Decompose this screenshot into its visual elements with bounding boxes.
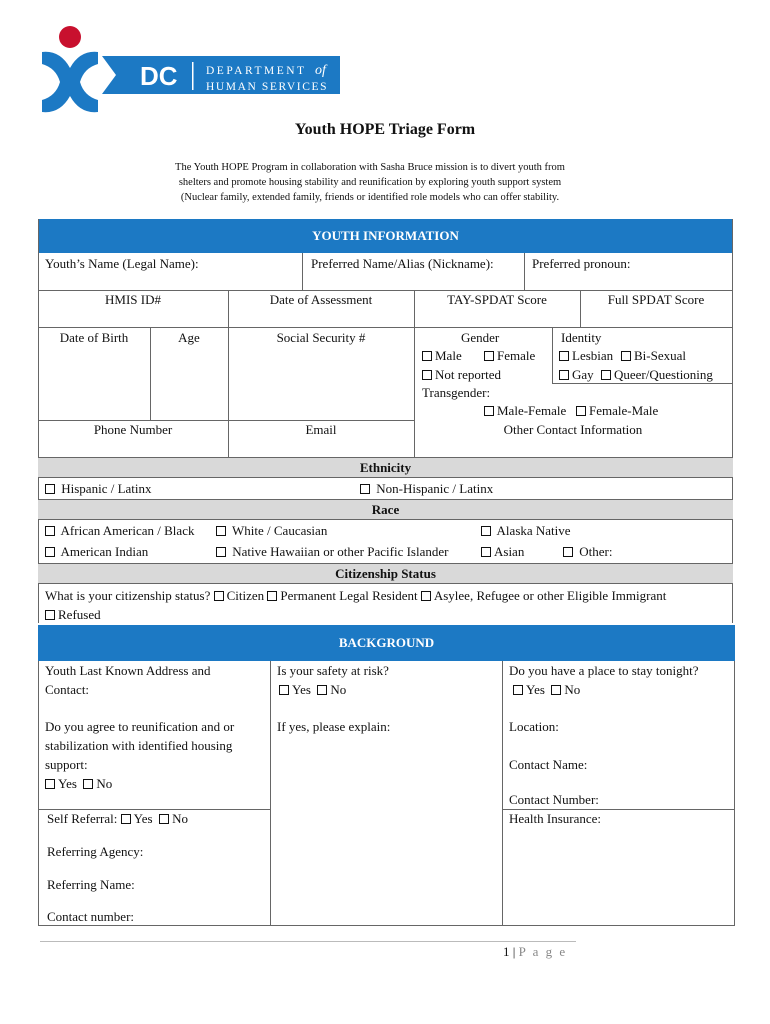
queer-option[interactable]: Queer/Questioning — [601, 367, 713, 383]
page-number: 1 — [503, 944, 510, 959]
asian-option[interactable]: Asian — [481, 544, 524, 560]
other-race-checkbox[interactable] — [563, 547, 573, 557]
page-label: P a g e — [518, 944, 568, 959]
african-american-checkbox[interactable] — [45, 526, 55, 536]
refused-option[interactable]: Refused — [45, 607, 101, 623]
gender-female-option[interactable]: Female — [484, 348, 535, 364]
referring-name-label: Referring Name: — [47, 877, 135, 892]
permanent-resident-checkbox[interactable] — [267, 591, 277, 601]
hispanic-option[interactable]: Hispanic / Latinx — [45, 481, 152, 497]
safety-options: Yes No — [279, 682, 346, 698]
hmis-label: HMIS ID# — [105, 292, 161, 307]
other-contact-label: Other Contact Information — [503, 422, 643, 437]
contact-number-lower-label: Contact number: — [47, 909, 135, 924]
form-title: Youth HOPE Triage Form — [294, 121, 476, 138]
email-label: Email — [305, 422, 337, 437]
non-hispanic-option[interactable]: Non-Hispanic / Latinx — [360, 481, 493, 497]
identity-label: Identity — [561, 330, 602, 345]
non-hispanic-checkbox[interactable] — [360, 484, 370, 494]
race-header: Race — [38, 499, 733, 520]
female-male-checkbox[interactable] — [576, 406, 586, 416]
american-indian-checkbox[interactable] — [45, 547, 55, 557]
reunify-label-2: stabilization with identified housing — [45, 738, 233, 753]
queer-checkbox[interactable] — [601, 370, 611, 380]
nickname-label: Preferred Name/Alias (Nickname): — [311, 256, 494, 271]
white-option[interactable]: White / Caucasian — [216, 523, 327, 539]
date-assessment-label: Date of Assessment — [269, 292, 373, 307]
american-indian-option[interactable]: American Indian — [45, 544, 148, 560]
reunify-label-1: Do you agree to reunification and or — [45, 719, 235, 734]
bisexual-option[interactable]: Bi-Sexual — [621, 348, 686, 364]
safety-label: Is your safety at risk? — [277, 663, 389, 678]
reunify-no-checkbox[interactable] — [83, 779, 93, 789]
page-footer — [503, 944, 567, 960]
lesbian-checkbox[interactable] — [559, 351, 569, 361]
citizenship-question: What is your citizenship status? Citizen Permanent Legal Resident Asylee, Refugee or other Eligible Immigrant — [45, 588, 667, 603]
hispanic-checkbox[interactable] — [45, 484, 55, 494]
referring-agency-label: Referring Agency: — [47, 844, 144, 859]
self-referral: Self Referral: Yes No — [47, 811, 188, 826]
last-address-label-1: Youth Last Known Address and — [45, 663, 211, 678]
white-checkbox[interactable] — [216, 526, 226, 536]
health-insurance-label: Health Insurance: — [509, 811, 602, 826]
safety-yes-checkbox[interactable] — [279, 685, 289, 695]
contact-name-label: Contact Name: — [509, 757, 588, 772]
asylee-checkbox[interactable] — [421, 591, 431, 601]
not-reported-checkbox[interactable] — [422, 370, 432, 380]
place-options: Yes No — [513, 682, 580, 698]
female-checkbox[interactable] — [484, 351, 494, 361]
tay-spdat-label: TAY-SPDAT Score — [447, 292, 547, 307]
gender-not-reported-option[interactable]: Not reported — [422, 367, 501, 383]
bisexual-checkbox[interactable] — [621, 351, 631, 361]
lesbian-option[interactable]: Lesbian — [559, 348, 613, 364]
hawaiian-option[interactable]: Native Hawaiian or other Pacific Islander — [216, 544, 448, 560]
ethnicity-header: Ethnicity — [38, 457, 733, 478]
reunify-options: Yes No — [45, 776, 112, 792]
african-american-option[interactable]: African American / Black — [45, 523, 194, 539]
gay-option[interactable]: Gay — [559, 367, 594, 383]
place-yes-checkbox[interactable] — [513, 685, 523, 695]
explain-label: If yes, please explain: — [277, 719, 391, 734]
pronoun-label: Preferred pronoun: — [532, 256, 631, 271]
phone-label: Phone Number — [93, 422, 173, 437]
male-checkbox[interactable] — [422, 351, 432, 361]
gender-male-option[interactable]: Male — [422, 348, 462, 364]
citizenship-header: Citizenship Status — [38, 563, 733, 584]
gender-label: Gender — [461, 330, 500, 345]
gay-checkbox[interactable] — [559, 370, 569, 380]
place-label: Do you have a place to stay tonight? — [509, 663, 699, 678]
footer-divider — [40, 941, 576, 942]
intro-paragraph: The Youth HOPE Program in collaboration with Sasha Bruce mission is to divert youth from shelters and promote housing stability and reunification by exploring youth support system (Nuclear family, extended family, friends or identified role models who can offer stability. — [175, 162, 565, 203]
legal-name-label: Youth’s Name (Legal Name): — [45, 256, 199, 271]
self-referral-yes-checkbox[interactable] — [121, 814, 131, 824]
other-race-option[interactable]: Other: — [563, 544, 612, 560]
page-separator: | — [512, 944, 516, 959]
reunify-yes-checkbox[interactable] — [45, 779, 55, 789]
hawaiian-checkbox[interactable] — [216, 547, 226, 557]
reunify-label-3: support: — [45, 757, 88, 772]
age-label: Age — [178, 330, 200, 345]
transgender-label: Transgender: — [422, 385, 491, 400]
last-address-label-2: Contact: — [45, 682, 90, 697]
dob-label: Date of Birth — [59, 330, 129, 345]
ssn-label: Social Security # — [276, 330, 366, 345]
logo-of: of — [315, 63, 326, 78]
male-female-option[interactable]: Male-Female — [484, 403, 566, 419]
logo-line1: DEPARTMENT — [206, 65, 307, 77]
citizen-checkbox[interactable] — [214, 591, 224, 601]
background-header: BACKGROUND — [38, 625, 735, 661]
safety-no-checkbox[interactable] — [317, 685, 327, 695]
contact-number-label: Contact Number: — [509, 792, 599, 807]
logo-line2: HUMAN SERVICES — [206, 81, 329, 93]
place-no-checkbox[interactable] — [551, 685, 561, 695]
female-male-option[interactable]: Female-Male — [576, 403, 658, 419]
alaska-native-option[interactable]: Alaska Native — [481, 523, 571, 539]
alaska-native-checkbox[interactable] — [481, 526, 491, 536]
location-label: Location: — [509, 719, 559, 734]
youth-info-header: YOUTH INFORMATION — [38, 219, 733, 253]
dhs-logo — [40, 22, 340, 114]
refused-checkbox[interactable] — [45, 610, 55, 620]
logo-dc-text: DC — [140, 61, 178, 91]
full-spdat-label: Full SPDAT Score — [607, 292, 705, 307]
male-female-checkbox[interactable] — [484, 406, 494, 416]
self-referral-no-checkbox[interactable] — [159, 814, 169, 824]
asian-checkbox[interactable] — [481, 547, 491, 557]
